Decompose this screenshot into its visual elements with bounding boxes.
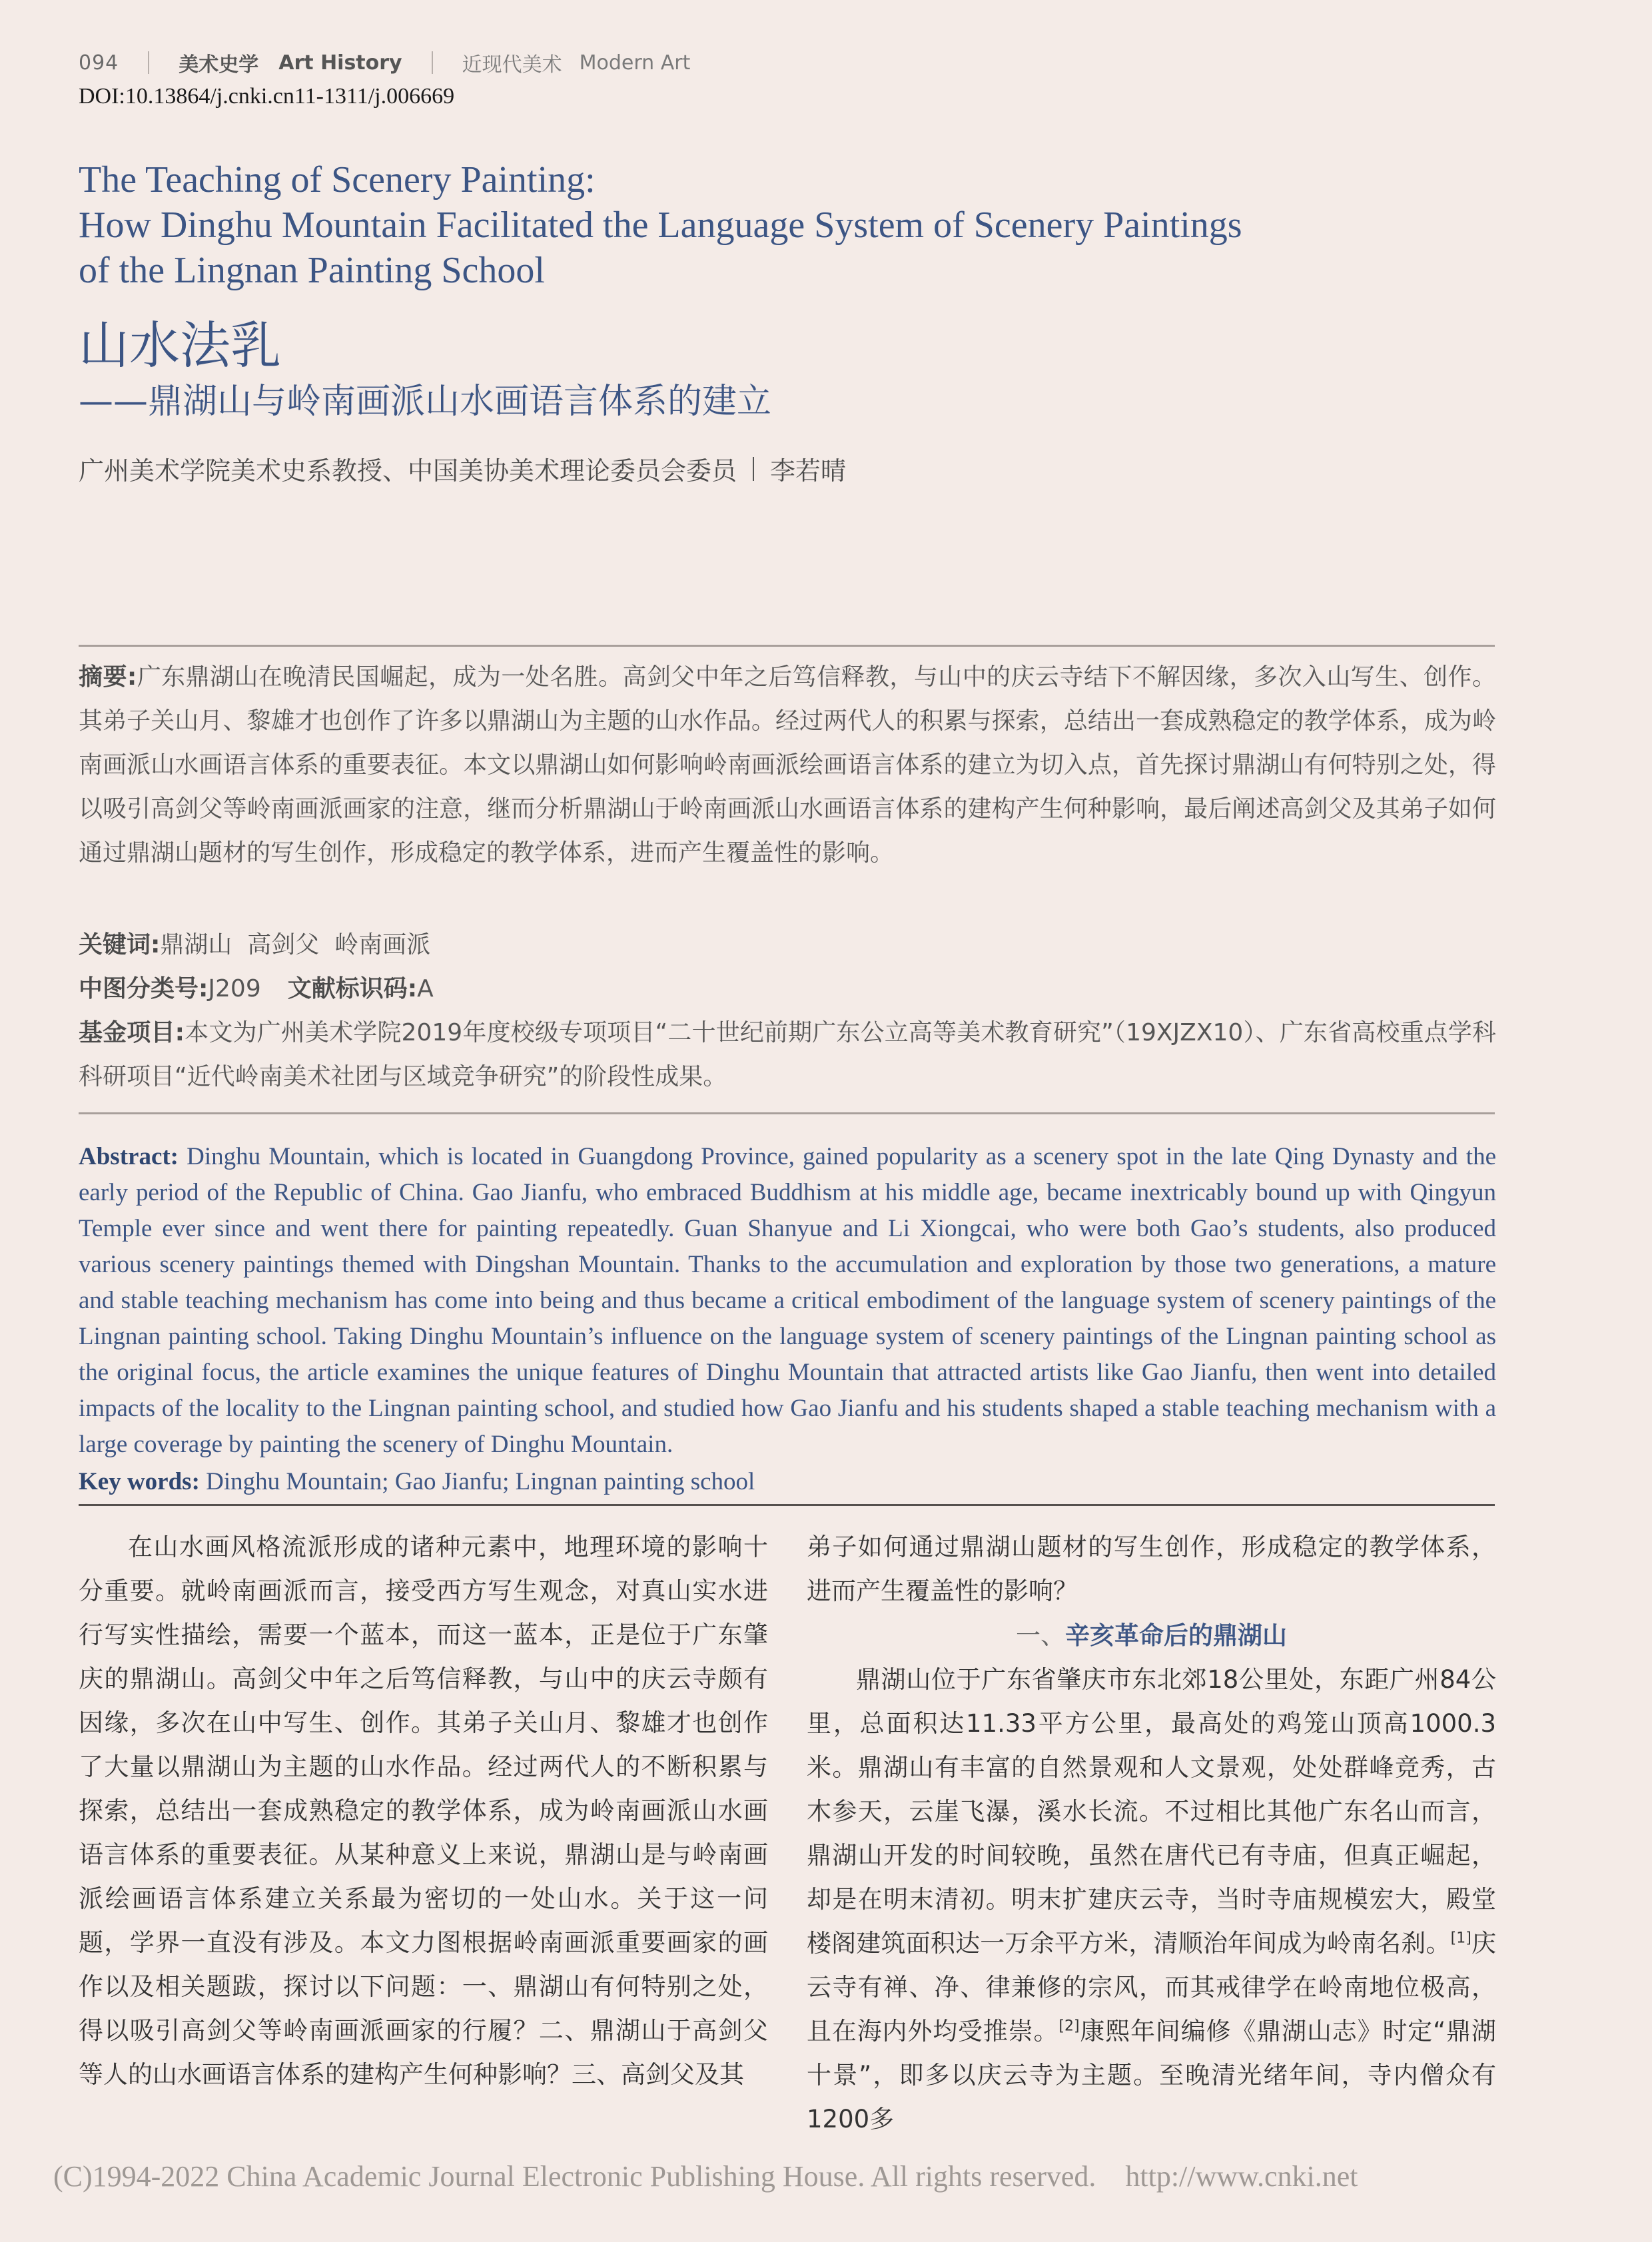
author-name: 李若晴 [770, 456, 847, 486]
column-name-en: Art History [278, 51, 402, 75]
doc-code-value: A [417, 975, 434, 1002]
author-affiliation: 广州美术学院美术史系教授、中国美协美术理论委员会委员 [79, 456, 737, 486]
section-name-en: Modern Art [579, 51, 691, 75]
english-title-line: The Teaching of Scenery Painting: [79, 159, 596, 200]
paragraph-text: 康熙年间编修《鼎湖山志》时定“鼎湖十景”，即多以庆云寺为主题。至晚清光绪年间，寺内僧众有1200多 [807, 2017, 1496, 2133]
divider [432, 51, 433, 74]
footer-url[interactable]: http://www.cnki.net [1125, 2160, 1358, 2193]
doc-code-label: 文献标识码: [287, 975, 418, 1002]
section-number: 一、 [1016, 1621, 1065, 1650]
rule-middle [79, 1112, 1495, 1114]
rule-top [79, 645, 1495, 647]
clc-label: 中图分类号: [79, 975, 208, 1002]
body-paragraph-continued: 弟子如何通过鼎湖山题材的写生创作，形成稳定的教学体系，进而产生覆盖性的影响？ [807, 1533, 1496, 1605]
section-name-cn: 近现代美术 [462, 53, 562, 77]
english-keywords-text: Dinghu Mountain; Gao Jianfu; Lingnan painting school [206, 1468, 755, 1495]
chinese-keywords-label: 关键词: [79, 931, 161, 958]
english-title-line: of the Lingnan Painting School [79, 250, 545, 291]
chinese-keywords-text: 鼎湖山 高剑父 岭南画派 [160, 931, 431, 958]
english-abstract [79, 1139, 1496, 1463]
english-keywords [79, 1464, 1496, 1500]
body-column-right [807, 1525, 1496, 2141]
paragraph-text: 庆云寺有禅、净、律兼修的宗风，而其戒律学在岭南地位极高，且在海内外均受推崇。 [807, 1929, 1497, 2046]
section-heading [807, 1613, 1496, 1658]
classification-line [79, 967, 1496, 1011]
chinese-abstract [79, 655, 1496, 875]
copyright-notice: (C)1994-2022 China Academic Journal Electronic Publishing House. All rights reserved. [53, 2160, 1096, 2193]
fund-info [79, 1011, 1496, 1099]
author-line [79, 450, 846, 487]
fund-label: 基金项目: [79, 1019, 185, 1046]
paragraph-text: 鼎湖山位于广东省肇庆市东北郊18公里处，东距广州84公里，总面积达11.33平方公里，最高处的鸡笼山顶高1000.3米。鼎湖山有丰富的自然景观和人文景观，处处群峰竞秀，古木参天，云崖飞瀑，溪水长流。不过相比其他广东名山而言，鼎湖山开发的时间较晚，虽然在唐代已有寺庙，但真正崛起，却是在明末清初。明末扩建庆云寺，当时寺庙规模宏大，殿堂楼阁建筑面积达一万余平方米，清顺治年间成为岭南名刹。 [807, 1665, 1496, 1958]
chinese-abstract-label: 摘要: [79, 663, 137, 691]
citation-ref-2[interactable]: [2] [1058, 2018, 1080, 2035]
english-abstract-text: Dinghu Mountain, which is located in Guangdong Province, gained popularity as a scenery spot in the late Qing Dynasty and the early period of the Republic of China. Gao Jianfu, who embraced Buddhism at his middle age, became inextricably bound up with Qingyun Temple ever since and went there for painting repeatedly. Guan Shanyue and Li Xiongcai, who were both Gao’s students, also produced various scenery paintings themed with Dingshan Mountain. Thanks to the accumulation and exploration by those two generations, a mature and stable teaching mechanism has come into being and thus became a critical embodiment of the language system of scenery paintings of the Lingnan painting school. Taking Dinghu Mountain’s influence on the language system of scenery paintings of the Lingnan painting school as the original focus, the article examines the unique features of Dinghu Mountain that attracted artists like Gao Jianfu, then went into detailed impacts of the locality to the Lingnan painting school, and studied how Gao Jianfu and his students shaped a stable teaching mechanism with a large coverage by painting the scenery of Dinghu Mountain. [79, 1143, 1496, 1458]
page-number: 094 [79, 51, 119, 75]
english-title-line: How Dinghu Mountain Facilitated the Language System of Scenery Paintings [79, 204, 1242, 246]
chinese-keywords [79, 923, 1496, 967]
rule-bottom [79, 1504, 1495, 1506]
running-head [79, 48, 690, 77]
divider [148, 51, 149, 74]
column-name-cn: 美术史学 [179, 53, 259, 77]
body-paragraph: 在山水画风格流派形成的诸种元素中，地理环境的影响十分重要。就岭南画派而言，接受西方写生观念，对真山实水进行写实性描绘，需要一个蓝本，而这一蓝本，正是位于广东肇庆的鼎湖山。高剑父中年之后笃信释教，与山中的庆云寺颇有因缘，多次在山中写生、创作。其弟子关山月、黎雄才也创作了大量以鼎湖山为主题的山水作品。经过两代人的不断积累与探索，总结出一套成熟稳定的教学体系，成为岭南画派山水画语言体系的重要表征。从某种意义上来说，鼎湖山是与岭南画派绘画语言体系建立关系最为密切的一处山水。关于这一问题，学界一直没有涉及。本文力图根据岭南画派重要画家的画作以及相关题跋，探讨以下问题：一、鼎湖山有何特别之处，得以吸引高剑父等岭南画派画家的行履？二、鼎湖山于高剑父等人的山水画语言体系的建构产生何种影响？三、高剑父及其 [79, 1533, 768, 2089]
divider [753, 457, 754, 481]
clc-value: J209 [208, 975, 261, 1002]
english-keywords-label: Key words: [79, 1468, 200, 1495]
chinese-subtitle: ——鼎湖山与岭南画派山水画语言体系的建立 [79, 382, 772, 422]
english-title [79, 157, 1477, 293]
fund-text: 本文为广州美术学院2019年度校级专项项目“二十世纪前期广东公立高等美术教育研究”（19XJZX10）、广东省高校重点学科科研项目“近代岭南美术社团与区域竞争研究”的阶段性成果。 [79, 1019, 1496, 1090]
citation-ref-1[interactable]: [1] [1450, 1930, 1471, 1947]
body-paragraph [807, 1658, 1496, 2141]
chinese-abstract-text: 广东鼎湖山在晚清民国崛起，成为一处名胜。高剑父中年之后笃信释教，与山中的庆云寺结下不解因缘，多次入山写生、创作。其弟子关山月、黎雄才也创作了许多以鼎湖山为主题的山水作品。经过两代人的积累与探索，总结出一套成熟稳定的教学体系，成为岭南画派山水画语言体系的重要表征。本文以鼎湖山如何影响岭南画派绘画语言体系的建立为切入点，首先探讨鼎湖山有何特别之处，得以吸引高剑父等岭南画派画家的注意，继而分析鼎湖山于岭南画派山水画语言体系的建构产生何种影响，最后阐述高剑父及其弟子如何通过鼎湖山题材的写生创作，形成稳定的教学体系，进而产生覆盖性的影响。 [79, 663, 1496, 867]
doi[interactable]: DOI:10.13864/j.cnki.cn11-1311/j.006669 [79, 84, 455, 109]
chinese-title: 山水法乳 [79, 316, 281, 375]
footer [53, 2159, 1358, 2193]
section-title: 辛亥革命后的鼎湖山 [1065, 1621, 1287, 1650]
body-column-left [79, 1525, 768, 2097]
english-abstract-label: Abstract: [79, 1143, 179, 1170]
